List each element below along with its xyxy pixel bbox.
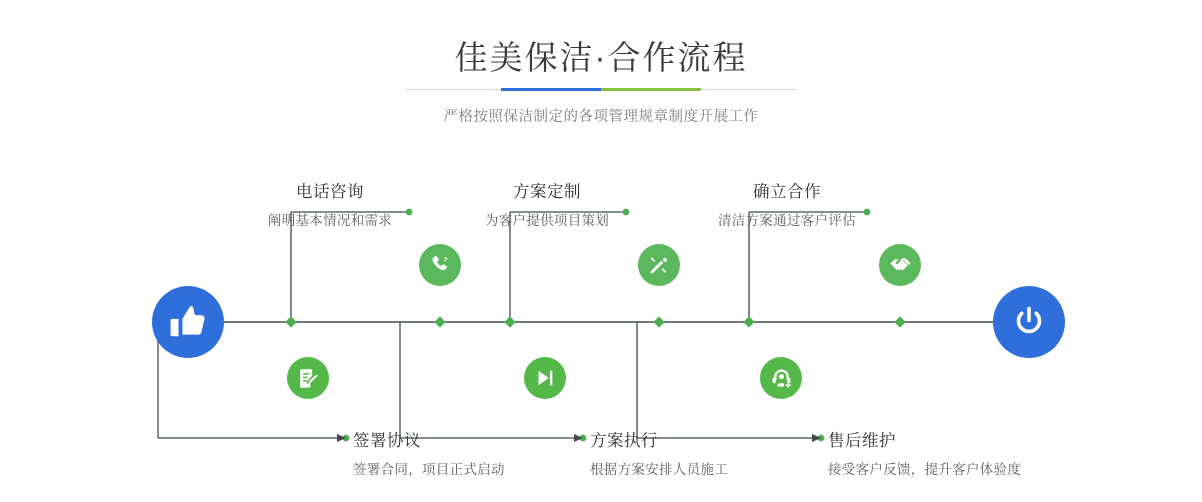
power-icon <box>1011 304 1047 340</box>
step-label-4 <box>590 427 728 478</box>
step-label-3 <box>472 178 622 229</box>
step-desc-3: 为客户提供项目策划 <box>484 213 610 228</box>
page-title: 佳美保洁·合作流程 <box>454 39 748 76</box>
page-subtitle: 严格按照保洁制定的各项管理规章制度开展工作 <box>443 109 759 125</box>
step-icon-6 <box>760 357 802 399</box>
pen-ruler-icon <box>648 254 670 276</box>
step-icon-2 <box>287 357 329 399</box>
step-icon-4 <box>524 357 566 399</box>
step-desc-1: 阐明基本情况和需求 <box>267 213 393 228</box>
step-icon-5 <box>879 244 921 286</box>
step-label-1 <box>255 178 405 229</box>
step-label-6 <box>828 427 1021 478</box>
step-title-4: 方案执行 <box>590 432 658 450</box>
flow-end-node <box>993 286 1065 358</box>
document-edit-icon <box>297 367 319 389</box>
step-desc-6: 接受客户反馈，提升客户体验度 <box>828 462 1022 477</box>
step-desc-4: 根据方案安排人员施工 <box>590 462 728 477</box>
process-flow-diagram <box>0 150 1202 502</box>
divider-accent-green <box>601 88 701 91</box>
flow-start-node <box>152 286 224 358</box>
step-icon-1 <box>419 244 461 286</box>
step-title-1: 电话咨询 <box>296 183 364 201</box>
step-title-6: 售后维护 <box>828 432 896 450</box>
title-divider <box>406 88 796 91</box>
headset-support-icon <box>770 367 793 390</box>
step-desc-5: 清洁方案通过客户评估 <box>718 213 856 228</box>
step-title-2: 签署协议 <box>353 432 421 450</box>
thumbs-up-icon <box>169 303 207 341</box>
phone-ring-icon <box>429 254 451 276</box>
step-desc-2: 签署合同，项目正式启动 <box>353 462 505 477</box>
handshake-icon <box>889 254 912 277</box>
play-next-icon <box>534 367 556 389</box>
divider-accent-blue <box>501 88 601 91</box>
step-label-2 <box>353 427 505 478</box>
page-header <box>0 0 1202 126</box>
step-title-3: 方案定制 <box>513 183 581 201</box>
step-label-5 <box>711 178 863 229</box>
step-icon-3 <box>638 244 680 286</box>
step-title-5: 确立合作 <box>753 183 821 201</box>
